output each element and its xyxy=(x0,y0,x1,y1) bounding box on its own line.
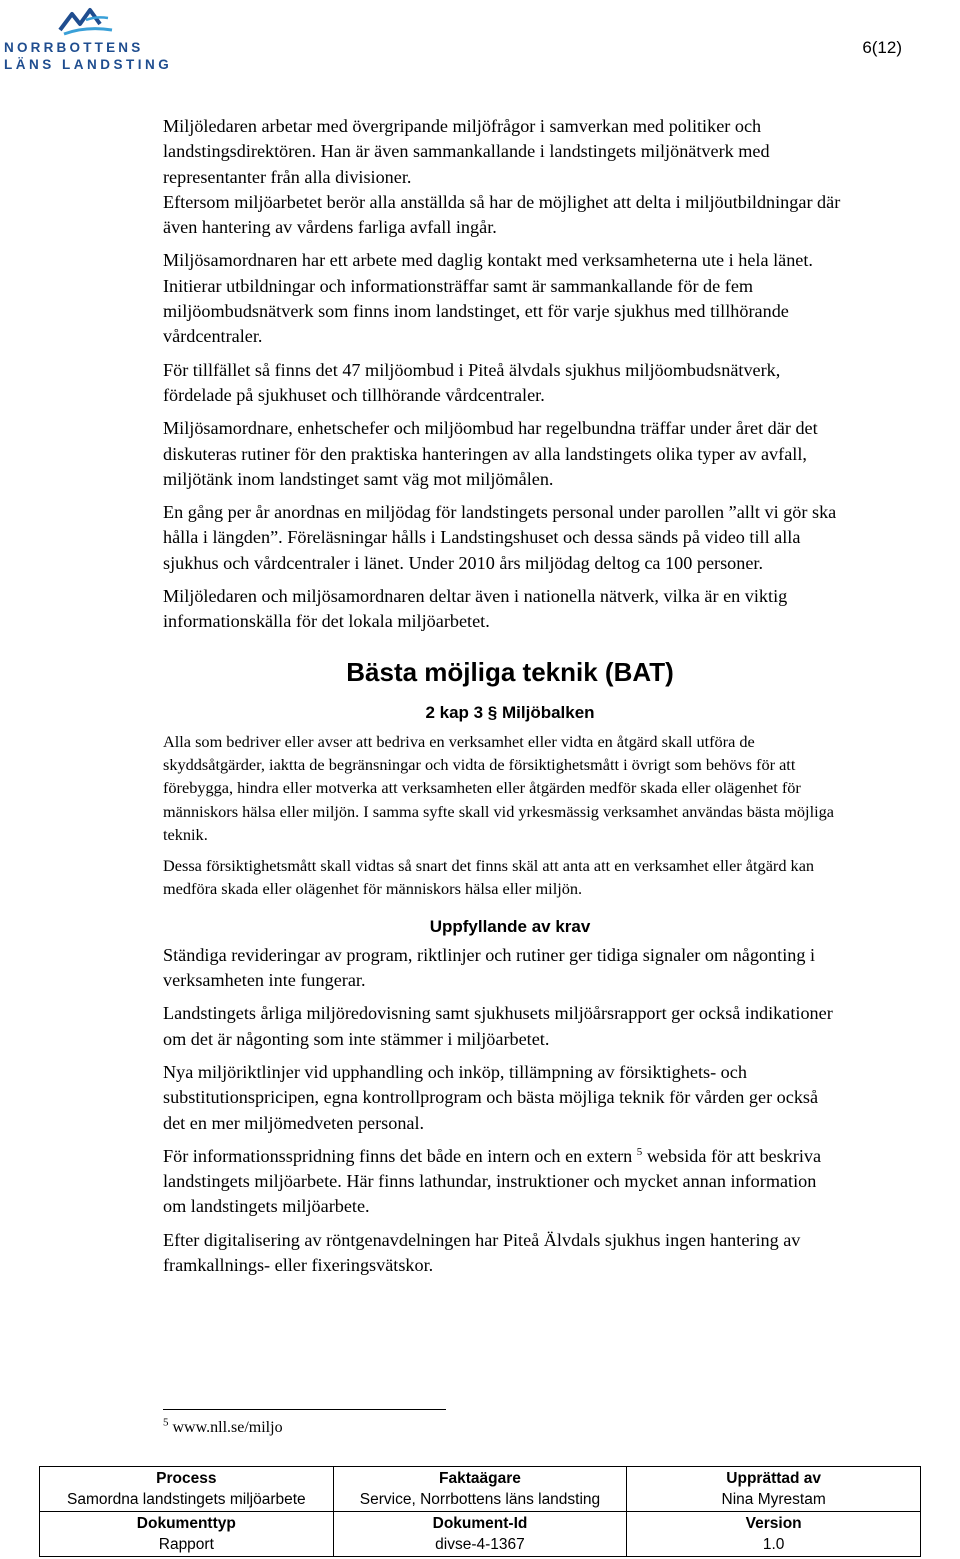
footer-label: Process xyxy=(156,1470,217,1487)
footnote-number: 5 xyxy=(163,1416,169,1429)
footer-cell-doctype xyxy=(40,1512,334,1557)
footnote-divider xyxy=(163,1409,446,1410)
section-heading: Uppfyllande av krav xyxy=(429,916,591,936)
paragraph-text: websida för att beskriva landstingets miljöarbete. Här finns lathundar, instruktioner och mycket annan information om landstingets miljöarbete. xyxy=(163,1145,822,1217)
footer-cell-version xyxy=(627,1512,921,1557)
law-quote: Alla som bedriver eller avser att bedriva en verksamhet eller vidta en åtgärd skall utföra de skyddsåtgärder, iaktta de begränsningar och vidta de försiktighetsmått i övrigt som behövs för att förebygga, hindra eller motverka att verksamheten eller åtgärden medför skada eller olägenhet för människors hälsa eller miljön. I samma syfte skall vid yrkesmässig verksamhet användas bästa möjliga teknik. xyxy=(163,731,834,844)
paragraph: Eftersom miljöarbetet berör alla anställda så har de möjlighet att delta i miljöutbildningar där även hantering av vårdens farliga avfall ingår. xyxy=(163,191,841,238)
paragraph: Ständiga revideringar av program, riktlinjer och rutiner ger tidiga signaler om någonting i verksamheten inte fungerar. xyxy=(163,944,816,991)
law-reference: 2 kap 3 § Miljöbalken xyxy=(425,702,595,722)
paragraph: Landstingets årliga miljöredovisning samt sjukhusets miljöårsrapport ger också indikationer om det är någonting som inte stämmer i miljöarbetet. xyxy=(163,1003,833,1049)
footer-value: Service, Norrbottens läns landsting xyxy=(359,1491,601,1508)
footer-label: Upprättad av xyxy=(726,1470,822,1487)
logo-text-line2: LÄNS LANDSTING xyxy=(4,57,173,72)
footer-value: Nina Myrestam xyxy=(721,1491,826,1508)
footnote-link[interactable]: www.nll.se/miljo xyxy=(168,1419,283,1436)
footer-value: 1.0 xyxy=(762,1536,785,1553)
paragraph: En gång per år anordnas en miljödag för landstingets personal under parollen ”allt vi gör ska hålla i längden”. Föreläsningar hålls i Landstingshuset och dessa sänds på video till alla sjukhus och vårdcentraler i länet. Under 2010 års miljödag deltog ca 100 personer. xyxy=(163,502,837,573)
footnote xyxy=(163,1416,283,1437)
paragraph-with-footnote xyxy=(163,1144,843,1220)
logo-mark-icon xyxy=(56,6,116,38)
paragraph: Miljösamordnaren har ett arbete med daglig kontakt med verksamheterna ute i hela länet. Initierar utbildningar och informationsträffar samt är sammankallande för de fem miljöombudsnätverk som finns inom landstinget, ett för varje sjukhus med tillhörande vårdcentraler. xyxy=(163,250,813,347)
law-quote: Dessa försiktighetsmått skall vidtas så snart det finns skäl att anta att en verksamhet eller åtgärd kan medföra skada eller olägenhet för människors hälsa eller miljön. xyxy=(163,856,815,899)
footer-cell-owner xyxy=(333,1467,627,1512)
footer-cell-process xyxy=(40,1467,334,1512)
paragraph: Miljöledaren och miljösamordnaren deltar även i nationella nätverk, vilka är en viktig informationskälla för det lokala miljöarbetet. xyxy=(163,586,788,632)
section-title: Bästa möjliga teknik (BAT) xyxy=(346,656,674,687)
footer-cell-author xyxy=(627,1467,921,1512)
footer-value: Rapport xyxy=(158,1536,214,1553)
footer-label: Faktaägare xyxy=(439,1470,521,1487)
paragraph: Miljösamordnare, enhetschefer och miljöombud har regelbundna träffar under året där det diskuteras rutiner för den praktiska hanteringen av alla landstingets olika typer av avfall, miljötänk inom landstinget samt väg mot miljömålen. xyxy=(163,418,818,489)
footnote-ref[interactable]: 5 xyxy=(636,1145,643,1158)
footer-label: Dokumenttyp xyxy=(136,1515,236,1532)
footer-label: Version xyxy=(745,1515,802,1532)
footer-cell-docid xyxy=(333,1512,627,1557)
paragraph: Efter digitalisering av röntgenavdelningen har Piteå Älvdals sjukhus ingen hantering av framkallnings- eller fixeringsvätskor. xyxy=(163,1229,801,1275)
paragraph: För tillfället så finns det 47 miljöombud i Piteå älvdals sjukhus miljöombudsnätverk, fördelade på sjukhuset och tillhörande vårdcentraler. xyxy=(163,359,781,405)
footer-value: divse-4-1367 xyxy=(435,1536,525,1553)
page-number: 6(12) xyxy=(862,38,902,57)
paragraph: Nya miljöriktlinjer vid upphandling och inköp, tillämpning av försiktighets- och substitutionspricipen, egna kontrollprogram och bästa möjliga teknik för vården ger också det en mer miljömedveten personal. xyxy=(163,1061,819,1133)
organization-logo xyxy=(4,6,174,72)
document-footer-table xyxy=(39,1466,921,1557)
paragraph-text: För informationsspridning finns det både en intern och en extern xyxy=(163,1145,633,1166)
paragraph: Miljöledaren arbetar med övergripande miljöfrågor i samverkan med politiker och landstingsdirektören. Han är även sammankallande i landstingets miljönätverk med representanter från alla divisioner. xyxy=(163,116,770,187)
logo-text-line1: NORRBOTTENS xyxy=(4,40,144,55)
document-body xyxy=(163,114,843,1286)
footer-label: Dokument-Id xyxy=(432,1515,528,1532)
footer-value: Samordna landstingets miljöarbete xyxy=(66,1491,306,1508)
